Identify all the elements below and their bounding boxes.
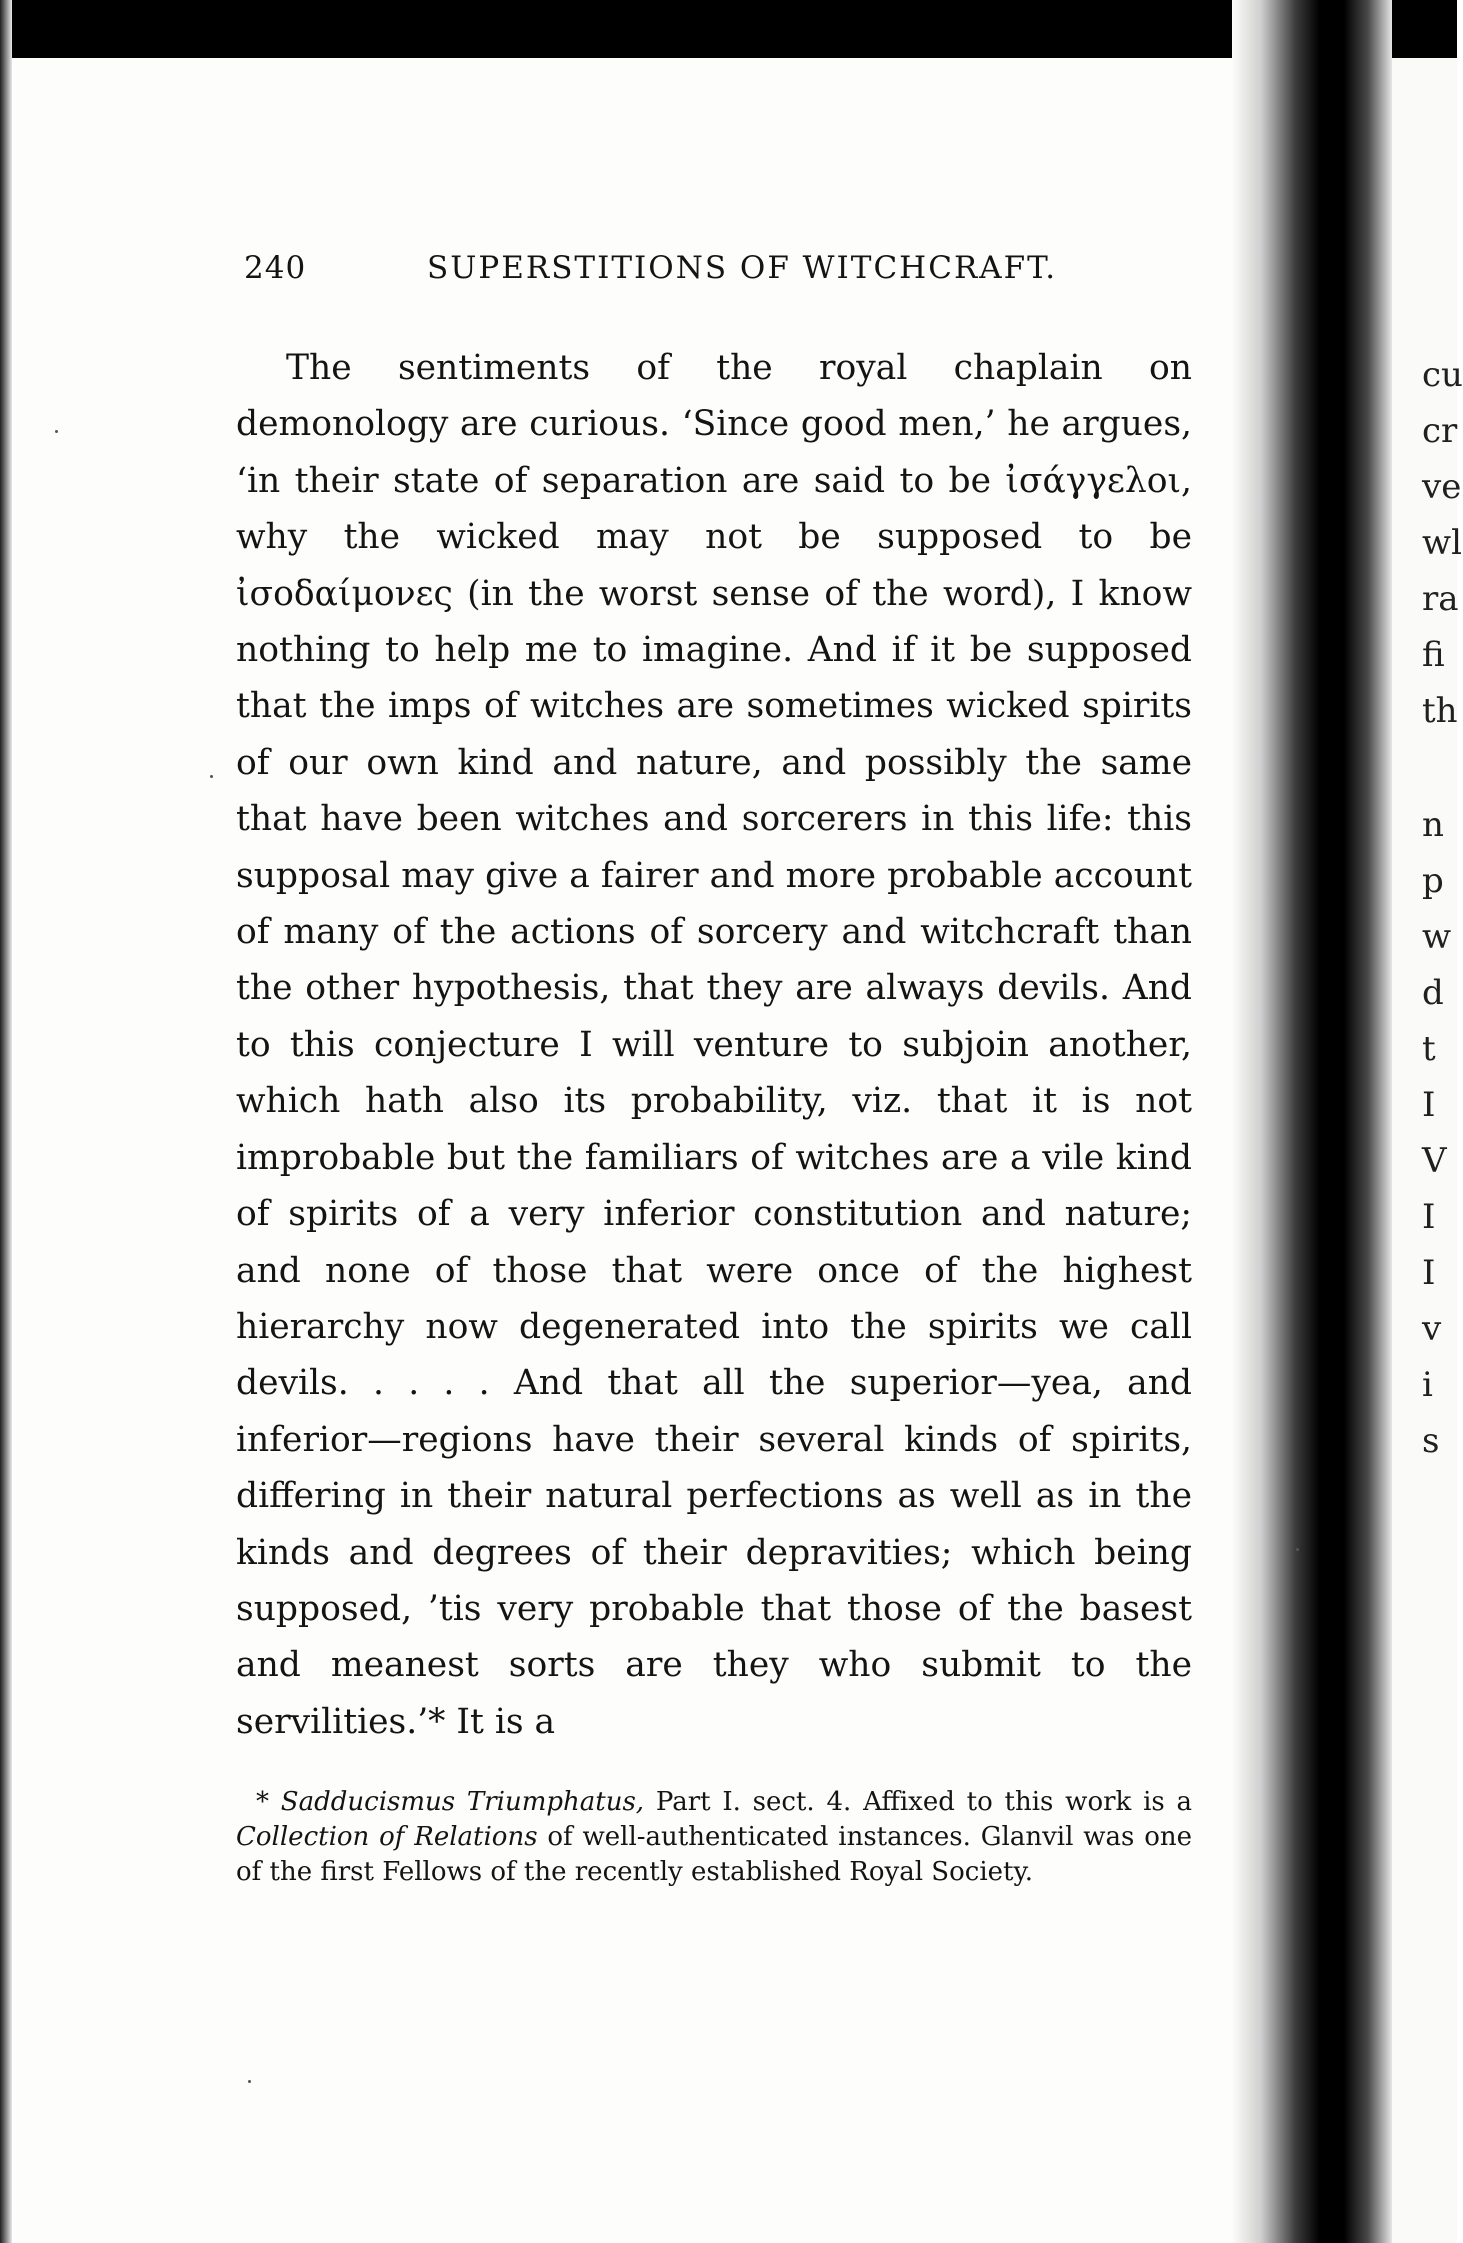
footnote-book-title: Sadducismus Triumphatus, <box>280 1787 645 1817</box>
facing-fragment: I <box>1422 1085 1436 1125</box>
book-gutter-shadow <box>1232 0 1392 2243</box>
footnote-marker: * <box>256 1787 281 1817</box>
facing-fragment: d <box>1422 973 1444 1013</box>
footnote-text-2: of well-authenticated instances. Glanvil was one of the first Fellows of the recently established Royal Society. <box>236 1822 1192 1887</box>
footnote-collection-title: Collection of Relations <box>236 1822 538 1852</box>
facing-fragment: cr <box>1422 411 1458 451</box>
paper-speck <box>248 2080 251 2083</box>
body-paragraph: The sentiments of the royal chaplain on demonology are curious. ‘Since good men,’ he argues, ‘in their state of separation are said to be ἰσάγγελοι, why the wicked may not be supposed to be ἰσοδαίμονες (in the worst sense of the word), I know nothing to help me to imagine. And if it be supposed that the imps of witches are sometimes wicked spirits of our own kind and nature, and possibly the same that have been witches and sorcerers in this life: this supposal may give a fairer and more probable account of many of the actions of sorcery and witchcraft than the other hypothesis, that they are always devils. And to this conjecture I will venture to subjoin another, which hath also its probability, viz. that it is not improbable but the familiars of witches are a vile kind of spirits of a very inferior constitution and nature; and none of those that were once of the highest hierarchy now degenerated into the spirits we call devils. . . . . And that all the superior—yea, and inferior—regions have their several kinds of spirits, differing in their natural perfections as well as in the kinds and degrees of their depravities; which being supposed, ’tis very probable that those of the basest and meanest sorts are they who submit to the servilities.’* It is a <box>236 348 1192 1742</box>
page-number: 240 <box>244 250 307 286</box>
facing-fragment: ra <box>1422 579 1459 619</box>
facing-fragment: i <box>1422 1365 1433 1405</box>
footnote-paragraph <box>236 1785 1192 1890</box>
facing-fragment: I <box>1422 1253 1436 1293</box>
facing-page-edge <box>1392 58 1463 2243</box>
facing-fragment: th <box>1422 691 1458 731</box>
facing-fragment: p <box>1422 861 1444 901</box>
footnote-text-1: Part I. sect. 4. Affixed to this work is a <box>644 1787 1193 1817</box>
facing-fragment: t <box>1422 1029 1436 1069</box>
facing-fragment: I <box>1422 1197 1436 1237</box>
paper-speck <box>210 775 213 778</box>
facing-fragment: cu <box>1422 355 1463 395</box>
facing-fragment: w <box>1422 917 1452 957</box>
main-text <box>236 340 1192 1750</box>
facing-fragment: fi <box>1422 635 1445 675</box>
facing-fragment: n <box>1422 805 1444 845</box>
facing-fragment: v <box>1422 1309 1442 1349</box>
paper-speck <box>55 430 58 433</box>
facing-fragment: ve <box>1422 467 1462 507</box>
footnote <box>236 1785 1192 1890</box>
facing-fragment: wl <box>1422 523 1462 563</box>
facing-fragment: s <box>1422 1421 1440 1461</box>
running-header <box>244 250 1194 296</box>
running-title: SUPERSTITIONS OF WITCHCRAFT. <box>427 250 1058 286</box>
scan-left-edge <box>0 0 12 2243</box>
facing-fragment: V <box>1422 1141 1447 1181</box>
paper-speck <box>1296 1548 1299 1551</box>
